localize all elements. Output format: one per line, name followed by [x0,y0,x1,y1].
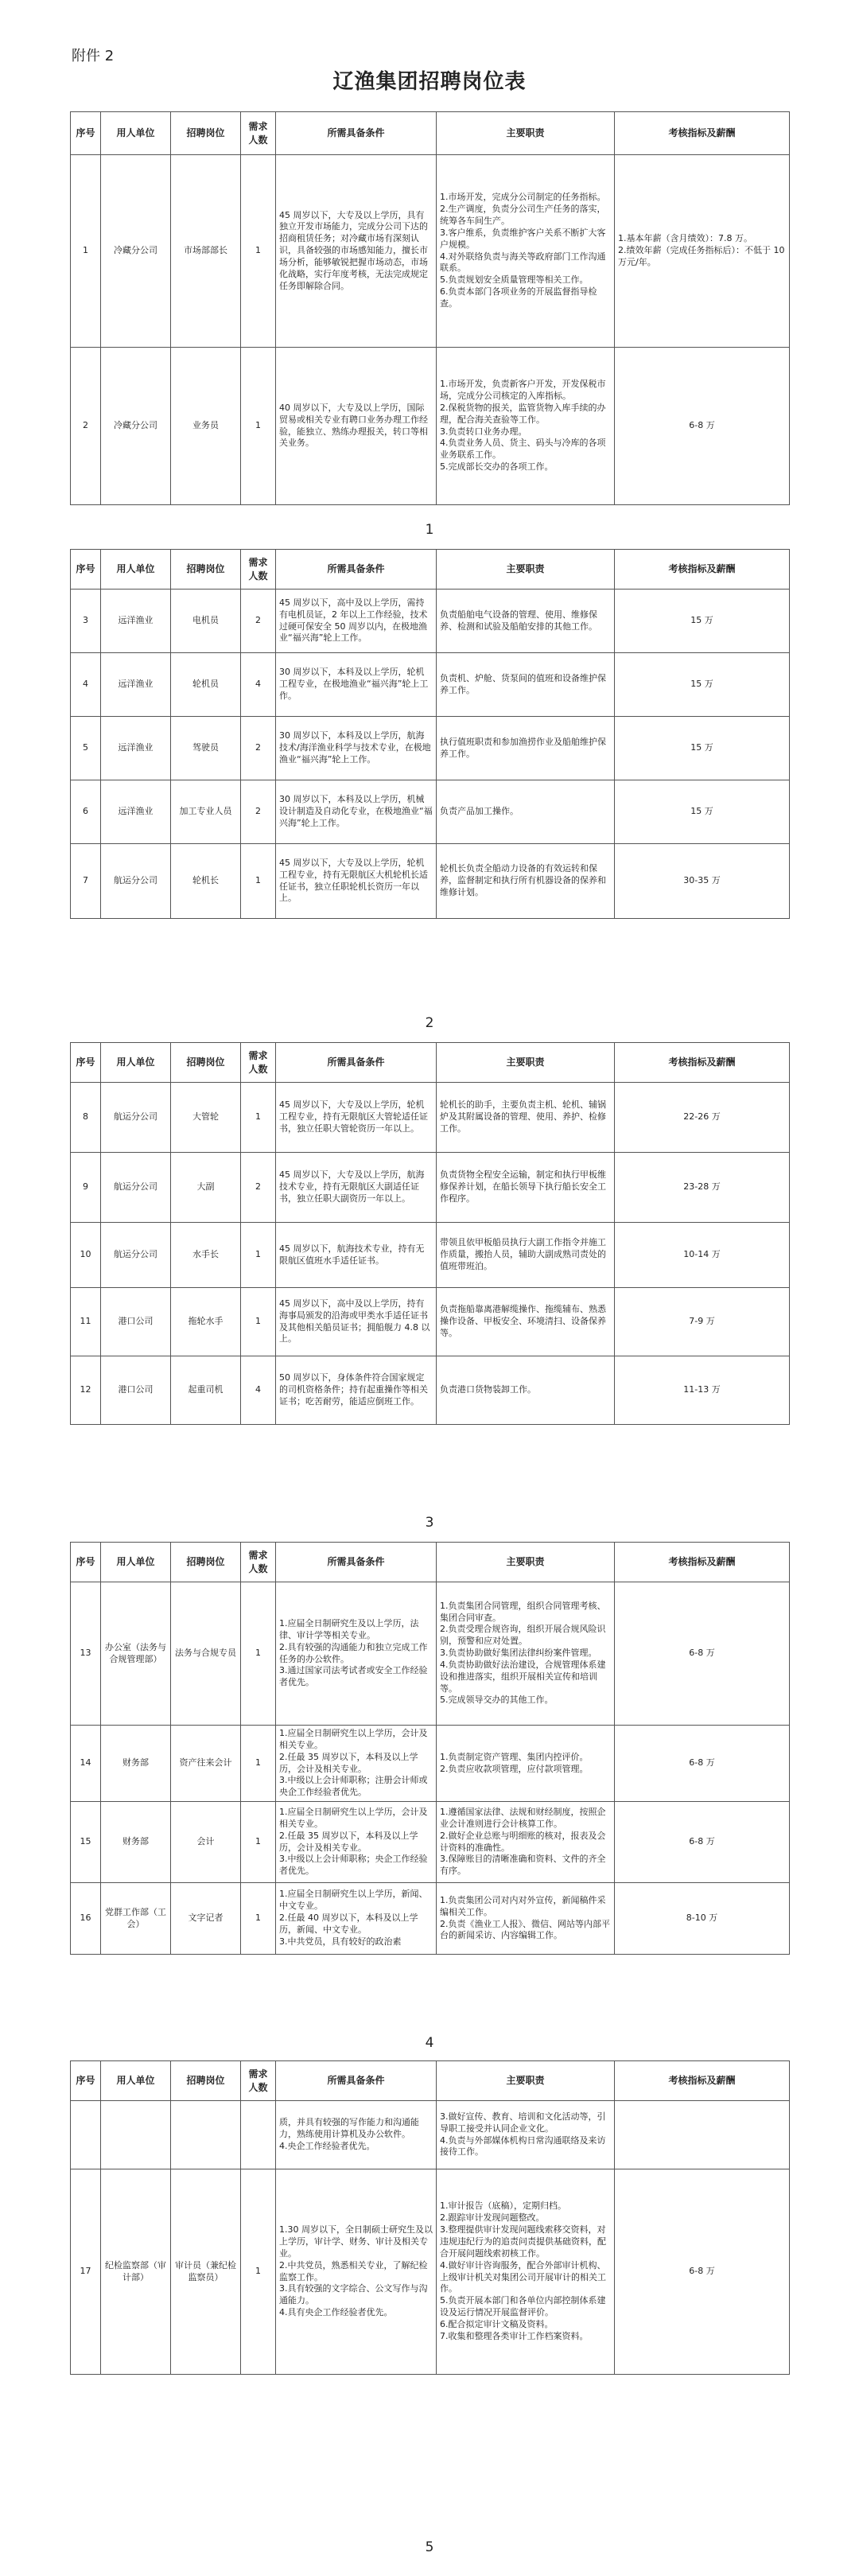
col-header-conditions: 所需具备条件 [276,1043,437,1083]
page-number: 3 [425,1515,434,1531]
col-header-no: 序号 [71,1543,101,1582]
row-conditions: 45 周岁以下，大专及以上学历，轮机工程专业，持有无限航区大机轮机长适任证书，独立任职轮机长资历一年以上。 [276,844,437,919]
row-conditions: 1.应届全日制研究生及以上学历，法律、审计学等相关专业。 2.具有较强的沟通能力和独立完成工作任务的办公软件。 3.通过国家司法考试者或安全工作经验者优先。 [276,1582,437,1726]
row-no: 12 [71,1356,101,1425]
row-unit: 冷藏分公司 [101,348,171,505]
row-pay: 15 万 [615,590,790,653]
page-number: 2 [425,1015,434,1031]
row-no: 17 [71,2169,101,2375]
page-number: 4 [425,2035,434,2051]
row-no: 14 [71,1726,101,1802]
col-header-post: 招聘岗位 [171,2061,241,2101]
row-no: 13 [71,1582,101,1726]
row-count: 2 [241,717,276,780]
col-header-unit: 用人单位 [101,2061,171,2101]
row-no: 15 [71,1802,101,1883]
table-row [71,1582,790,1726]
row-duties: 负责货物全程安全运输，制定和执行甲板维修保养计划，在船长领导下执行船长安全工作程序。 [437,1153,615,1223]
row-pay: 30-35 万 [615,844,790,919]
table-row [71,780,790,844]
col-header-post: 招聘岗位 [171,1543,241,1582]
row-count: 2 [241,590,276,653]
row-conditions: 30 周岁以下，本科及以上学历，机械设计制造及自动化专业，在极地渔业“福兴海”轮上工作。 [276,780,437,844]
col-header-count: 需求人数 [241,1543,276,1582]
row-unit: 远洋渔业 [101,590,171,653]
table-row [71,348,790,505]
document-title: 辽渔集团招聘岗位表 [332,70,527,94]
row-unit: 港口公司 [101,1288,171,1356]
row-conditions: 45 周岁以下，高中及以上学历，需持有电机员证，2 年以上工作经验，技术过硬可保安全 50 周岁以内，在极地渔业“福兴海”轮上工作。 [276,590,437,653]
row-conditions: 40 周岁以下，大专及以上学历，国际贸易或相关专业有聘口业务办理工作经验，能独立、熟练办理报关，转口等相关业务。 [276,348,437,505]
row-unit: 航运分公司 [101,1153,171,1223]
row-conditions: 1.应届全日制研究生以上学历，新闻、中文专业。 2.任最 40 周岁以下，本科及以上学历，新闻、中文专业。 3.中共党员，具有较好的政治素 [276,1883,437,1955]
row-no: 4 [71,653,101,717]
row-conditions: 质，并具有较强的写作能力和沟通能力，熟练使用计算机及办公软件。 4.央企工作经验者优先。 [276,2101,437,2169]
col-header-post: 招聘岗位 [171,550,241,590]
row-duties: 1.负责集团公司对内对外宣传，新闻稿件采编相关工作。 2.负责《渔业工人报》、微信、网站等内部平台的新闻采访、内容编辑工作。 [437,1883,615,1955]
row-duties: 负责产品加工操作。 [437,780,615,844]
row-unit: 航运分公司 [101,844,171,919]
row-unit: 冷藏分公司 [101,155,171,348]
row-no: 7 [71,844,101,919]
row-conditions: 30 周岁以下，本科及以上学历，轮机工程专业，在极地渔业“福兴海”轮上工作。 [276,653,437,717]
row-duties: 负责拖船靠离港解缆操作、拖缆辅布、熟悉操作设备、甲板安全、环境清扫、设备保养等。 [437,1288,615,1356]
row-pay: 11-13 万 [615,1356,790,1425]
row-conditions: 45 周岁以下，大专及以上学历，具有独立开发市场能力，完成分公司下达的招商租赁任务；对冷藏市场有深刻认识，具备较强的市场感知能力，擅长市场分析，能够敏锐把握市场动态，市场化战略，实行年度考核，无法完成规定任务即解除合同。 [276,155,437,348]
row-conditions: 1.应届全日制研究生以上学历，会计及相关专业。 2.任最 35 周岁以下，本科及以上学历，会计及相关专业。 3.中级以上会计师职称；央企工作经验者优先。 [276,1802,437,1883]
row-pay: 6-8 万 [615,1802,790,1883]
row-duties: 执行值班职责和参加渔捞作业及船舶维护保养工作。 [437,717,615,780]
row-duties: 轮机长负责全船动力设备的有效运转和保养，监督制定和执行所有机器设备的保养和维修计划。 [437,844,615,919]
row-unit: 纪检监察部（审计部） [101,2169,171,2375]
row-pay: 1.基本年薪（含月绩效）：7.8 万。 2.绩效年薪（完成任务指标后）：不低于 10 万元/年。 [615,155,790,348]
row-count: 1 [241,1802,276,1883]
row-no: 2 [71,348,101,505]
row-count: 4 [241,653,276,717]
row-duties: 轮机长的助手，主要负责主机、轮机、辅锅炉及其附属设备的管理、使用、养护、检修工作。 [437,1083,615,1153]
row-duties: 负责机、炉舱、货泵间的值班和设备维护保养工作。 [437,653,615,717]
row-count: 1 [241,1582,276,1726]
row-count: 1 [241,1726,276,1802]
row-no: 16 [71,1883,101,1955]
col-header-post: 招聘岗位 [171,112,241,155]
row-conditions: 45 周岁以下，高中及以上学历，持有海事局颁发的沿海或甲类水手适任证书及其他相关船员证书；拥船舰力 4.8 以上。 [276,1288,437,1356]
row-post: 电机员 [171,590,241,653]
col-header-unit: 用人单位 [101,550,171,590]
row-post: 加工专业人员 [171,780,241,844]
col-header-unit: 用人单位 [101,1543,171,1582]
row-no: 8 [71,1083,101,1153]
col-header-pay: 考核指标及薪酬 [615,2061,790,2101]
row-duties: 带领且依甲板船员执行大副工作指令并施工作质量，搬抬人员，辅助大副成熟司责处的值班带班泊。 [437,1223,615,1288]
row-count: 1 [241,1223,276,1288]
col-header-conditions: 所需具备条件 [276,112,437,155]
row-unit: 办公室（法务与合规管理部） [101,1582,171,1726]
row-conditions: 50 周岁以下，身体条件符合国家规定的司机资格条件；持有起重操作等相关证书；吃苦耐劳，能适应倒班工作。 [276,1356,437,1425]
row-count: 1 [241,2169,276,2375]
row-count: 1 [241,1288,276,1356]
row-no: 5 [71,717,101,780]
row-count: 2 [241,1153,276,1223]
table-row [71,1726,790,1802]
col-header-duties: 主要职责 [437,550,615,590]
table-row [71,1223,790,1288]
table-row [71,2169,790,2375]
page-number: 5 [425,2539,434,2555]
annex-label: 附件 2 [72,48,115,64]
col-header-count: 需求人数 [241,2061,276,2101]
row-duties: 负责港口货物装卸工作。 [437,1356,615,1425]
row-no: 10 [71,1223,101,1288]
row-count: 1 [241,1083,276,1153]
col-header-unit: 用人单位 [101,1043,171,1083]
col-header-pay: 考核指标及薪酬 [615,1543,790,1582]
col-header-no: 序号 [71,550,101,590]
row-unit: 港口公司 [101,1356,171,1425]
row-duties: 1.市场开发，负责新客户开发，开发保税市场，完成分公司核定的入库指标。 2.保税货物的报关，监管货物入库手续的办理，配合海关查验等工作。 3.负责转口业务办理。 4.负责业务人员、货主、码头与冷库的各项业务联系工作。 5.完成部长交办的各项工作。 [437,348,615,505]
col-header-no: 序号 [71,1043,101,1083]
row-unit: 航运分公司 [101,1223,171,1288]
col-header-count: 需求人数 [241,112,276,155]
row-pay: 15 万 [615,780,790,844]
row-pay: 15 万 [615,717,790,780]
col-header-pay: 考核指标及薪酬 [615,112,790,155]
row-post: 大副 [171,1153,241,1223]
row-post: 文字记者 [171,1883,241,1955]
row-duties: 3.做好宣传、教育、培训和文化活动等，引导职工接受并认同企业文化。 4.负责与外部媒体机构日常沟通联络及来访接待工作。 [437,2101,615,2169]
row-unit: 远洋渔业 [101,780,171,844]
page-number: 1 [425,522,434,538]
row-no: 6 [71,780,101,844]
col-header-count: 需求人数 [241,550,276,590]
col-header-count: 需求人数 [241,1043,276,1083]
row-post: 水手长 [171,1223,241,1288]
table-row [71,155,790,348]
table-row [71,653,790,717]
col-header-no: 序号 [71,2061,101,2101]
row-pay: 6-8 万 [615,1726,790,1802]
job-table-page-3 [70,1042,790,1425]
col-header-duties: 主要职责 [437,112,615,155]
row-unit: 航运分公司 [101,1083,171,1153]
col-header-pay: 考核指标及薪酬 [615,1043,790,1083]
row-conditions: 1.应届全日制研究生以上学历，会计及相关专业。 2.任最 35 周岁以下，本科及以上学历，会计及相关专业。 3.中级以上会计师职称；注册会计师或央企工作经验者优先。 [276,1726,437,1802]
row-conditions: 1.30 周岁以下，全日制硕士研究生及以上学历，审计学、财务、审计及相关专业。 2.中共党员，熟悉相关专业，了解纪检监察工作。 3.具有较强的文字综合、公文写作与沟通能力。 4.具有央企工作经验者优先。 [276,2169,437,2375]
col-header-duties: 主要职责 [437,2061,615,2101]
row-post: 驾驶员 [171,717,241,780]
job-table-page-2 [70,549,790,919]
row-duties: 1.负责制定资产管理、集团内控评价。 2.负责应收款项管理，应付款项管理。 [437,1726,615,1802]
row-post: 大管轮 [171,1083,241,1153]
row-unit: 远洋渔业 [101,717,171,780]
row-pay: 8-10 万 [615,1883,790,1955]
table-row [71,1883,790,1955]
job-table-page-1 [70,111,790,505]
row-post: 轮机员 [171,653,241,717]
row-count: 1 [241,1883,276,1955]
row-duties: 1.负责集团合同管理，组织合同管理考核、集团合同审查。 2.负责受理合规咨询，组织开展合规风险识别，预警和应对处置。 3.负责协助做好集团法律纠纷案件管理。 4.负责协助做好法治建设，合规管理体系建设和推进落实，组织开展相关宣传和培训等。 5.完成领导交办的其他工作。 [437,1582,615,1726]
row-post: 起重司机 [171,1356,241,1425]
row-count: 1 [241,155,276,348]
row-post: 审计员（兼纪检监察员） [171,2169,241,2375]
row-conditions: 45 周岁以下，大专及以上学历，航海技术专业，持有无限航区大副适任证书，独立任职大副资历一年以上。 [276,1153,437,1223]
col-header-unit: 用人单位 [101,112,171,155]
row-post: 业务员 [171,348,241,505]
col-header-duties: 主要职责 [437,1543,615,1582]
job-table-page-5 [70,2060,790,2375]
row-pay: 6-8 万 [615,2169,790,2375]
row-unit: 远洋渔业 [101,653,171,717]
row-count: 2 [241,780,276,844]
row-duties: 负责船舶电气设备的管理、使用、维修保养、检测和试验及船舶安排的其他工作。 [437,590,615,653]
row-pay: 6-8 万 [615,348,790,505]
col-header-no: 序号 [71,112,101,155]
row-count: 1 [241,348,276,505]
row-no: 11 [71,1288,101,1356]
row-unit: 财务部 [101,1802,171,1883]
row-no: 9 [71,1153,101,1223]
table-row [71,1153,790,1223]
table-row [71,590,790,653]
row-duties: 1.审计报告（底稿），定期归档。 2.跟踪审计发现问题整改。 3.整理提供审计发现问题线索移交资料，对违规违纪行为的追责问责提供基础资料，配合开展问题线索初核工作。 4.做好审计咨询服务，配合外部审计机构、上级审计机关对集团公司开展审计的相关工作。 5.负责开展本部门和各单位内部控制体系建设及运行情况开展监督评价。 6.配合拟定审计文稿及资料。 7.收集和整理各类审计工作档案资料。 [437,2169,615,2375]
row-pay: 22-26 万 [615,1083,790,1153]
row-pay: 23-28 万 [615,1153,790,1223]
row-count: 1 [241,844,276,919]
job-table-page-4 [70,1542,790,1955]
table-row [71,1356,790,1425]
row-post: 资产往来会计 [171,1726,241,1802]
row-no: 1 [71,155,101,348]
row-pay: 15 万 [615,653,790,717]
col-header-conditions: 所需具备条件 [276,550,437,590]
col-header-conditions: 所需具备条件 [276,1543,437,1582]
row-post: 会计 [171,1802,241,1883]
row-unit: 党群工作部（工会） [101,1883,171,1955]
table-row [71,717,790,780]
col-header-conditions: 所需具备条件 [276,2061,437,2101]
row-post: 拖轮水手 [171,1288,241,1356]
row-duties: 1.遵循国家法律、法规和财经制度，按照企业会计准则进行会计核算工作。 2.做好企业总账与明细账的核对，报表及会计资料的准确性。 3.保障账目的清晰准确和资料、文件的齐全有序。 [437,1802,615,1883]
row-pay: 7-9 万 [615,1288,790,1356]
row-post: 轮机长 [171,844,241,919]
table-row-continuation [71,2101,790,2169]
row-unit: 财务部 [101,1726,171,1802]
table-row [71,844,790,919]
row-conditions: 45 周岁以下，航海技术专业，持有无限航区值班水手适任证书。 [276,1223,437,1288]
table-row [71,1288,790,1356]
row-conditions: 45 周岁以下，大专及以上学历，轮机工程专业，持有无限航区大管轮适任证书，独立任职大管轮资历一年以上。 [276,1083,437,1153]
table-row [71,1083,790,1153]
col-header-pay: 考核指标及薪酬 [615,550,790,590]
row-post: 市场部部长 [171,155,241,348]
col-header-duties: 主要职责 [437,1043,615,1083]
col-header-post: 招聘岗位 [171,1043,241,1083]
row-post: 法务与合规专员 [171,1582,241,1726]
row-pay: 6-8 万 [615,1582,790,1726]
table-row [71,1802,790,1883]
row-conditions: 30 周岁以下，本科及以上学历，航海技术/海洋渔业科学与技术专业，在极地渔业“福兴海”轮上工作。 [276,717,437,780]
row-no: 3 [71,590,101,653]
row-duties: 1.市场开发，完成分公司制定的任务指标。 2.生产调度，负责分公司生产任务的落实，统筹各车间生产。 3.客户维系，负责维护客户关系不断扩大客户规模。 4.对外联络负责与海关等政府部门工作沟通联系。 5.负责规划安全质量管理等相关工作。 6.负责本部门各项业务的开展监督指导检查。 [437,155,615,348]
row-count: 4 [241,1356,276,1425]
row-pay: 10-14 万 [615,1223,790,1288]
